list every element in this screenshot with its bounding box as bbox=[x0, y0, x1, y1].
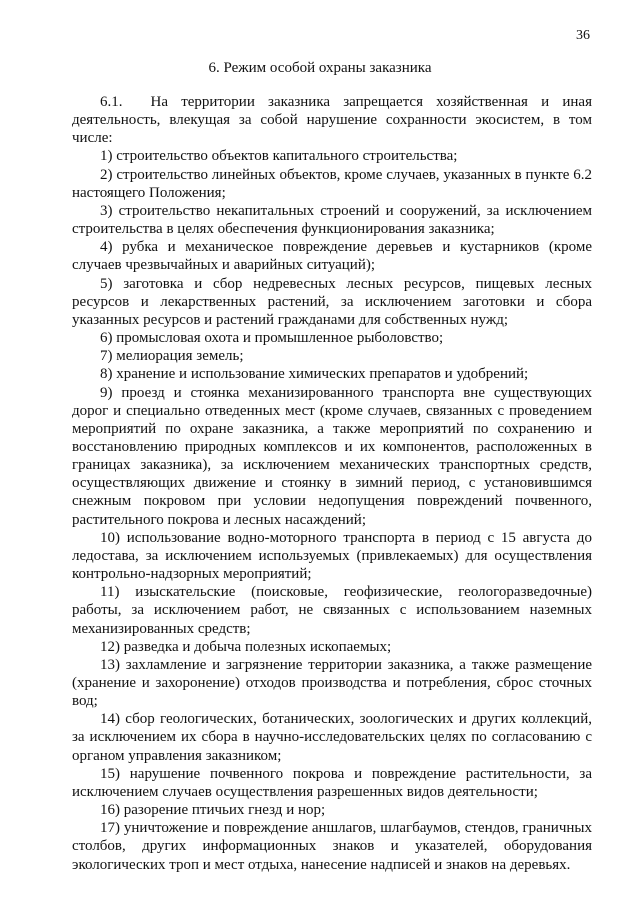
intro-text: На территории заказника запрещается хозяйственная и иная деятельность, влекущая за собой нарушение сохранности экосистем, в том числе: bbox=[72, 94, 592, 147]
list-item-2: 2) строительство линейных объектов, кроме случаев, указанных в пункте 6.2 настоящего Положения; bbox=[72, 166, 592, 201]
list-item-4: 4) рубка и механическое повреждение деревьев и кустарников (кроме случаев чрезвычайных и аварийных ситуаций); bbox=[72, 239, 592, 274]
list-item-6: 6) промысловая охота и промышленное рыболовство; bbox=[100, 330, 444, 347]
intro-number: 6.1. bbox=[100, 94, 123, 110]
list-item-15: 15) нарушение почвенного покрова и повреждение растительности, за исключением случаев осуществления разрешенных видов деятельности; bbox=[72, 765, 592, 800]
section-title: 6. Режим особой охраны заказника bbox=[208, 60, 432, 76]
list-item-1: 1) строительство объектов капитального строительства; bbox=[100, 148, 458, 165]
list-item-7: 7) мелиорация земель; bbox=[100, 348, 244, 365]
list-item-13: 13) захламление и загрязнение территории заказника, а также размещение (хранение и захоронение) отходов производства и потребления, сброс сточных вод; bbox=[72, 656, 592, 710]
list-item-3: 3) строительство некапитальных строений и сооружений, за исключением строительства в целях обеспечения функционирования заказника; bbox=[72, 202, 592, 238]
list-item-11: 11) изыскательские (поисковые, геофизические, геологоразведочные) работы, за исключением работ, не связанных с использованием наземных механизированных средств; bbox=[72, 584, 592, 637]
list-item-17: 17) уничтожение и повреждение аншлагов, шлагбаумов, стендов, граничных столбов, других информационных знаков и указателей, оборудования экологических троп и мест отдыха, нанесение надписей и знаков на деревьях. bbox=[72, 820, 592, 873]
list-item-14: 14) сбор геологических, ботанических, зоологических и других коллекций, за исключением их сбора в научно-исследовательских целях по согласованию с органом управления заказником; bbox=[72, 711, 592, 764]
list-item-8: 8) хранение и использование химических препаратов и удобрений; bbox=[100, 366, 529, 383]
list-item-5: 5) заготовка и сбор недревесных лесных ресурсов, пищевых лесных ресурсов и лекарственных растений, за исключением заготовки и сбора указанных ресурсов и растений гражданами для собственных нужд; bbox=[72, 275, 592, 328]
list-item-12: 12) разведка и добыча полезных ископаемых; bbox=[100, 638, 392, 655]
list-item-10: 10) использование водно-моторного транспорта в период с 15 августа до ледостава, за исключением используемых (привлекаемых) для осуществления контрольно-надзорных мероприятий; bbox=[72, 529, 592, 583]
document-body bbox=[72, 93, 592, 874]
page-number: 36 bbox=[576, 28, 590, 43]
list-item-9: 9) проезд и стоянка механизированного транспорта вне существующих дорог и специально отведенных мест (кроме случаев, связанных с проведением мероприятий по охране заказника, а также мероприятий по сохранению и восстановлению природных комплексов и их компонентов, расположенных в границах заказника), за исключением механических транспортных средств, осуществляющих движение и стоянку в зимний период, с установившимся снежным покровом при условии недопущения повреждений почвенного, растительного покрова и лесных насаждений; bbox=[72, 384, 592, 528]
list-item-16: 16) разорение птичьих гнезд и нор; bbox=[100, 802, 326, 819]
intro-paragraph bbox=[72, 93, 592, 147]
